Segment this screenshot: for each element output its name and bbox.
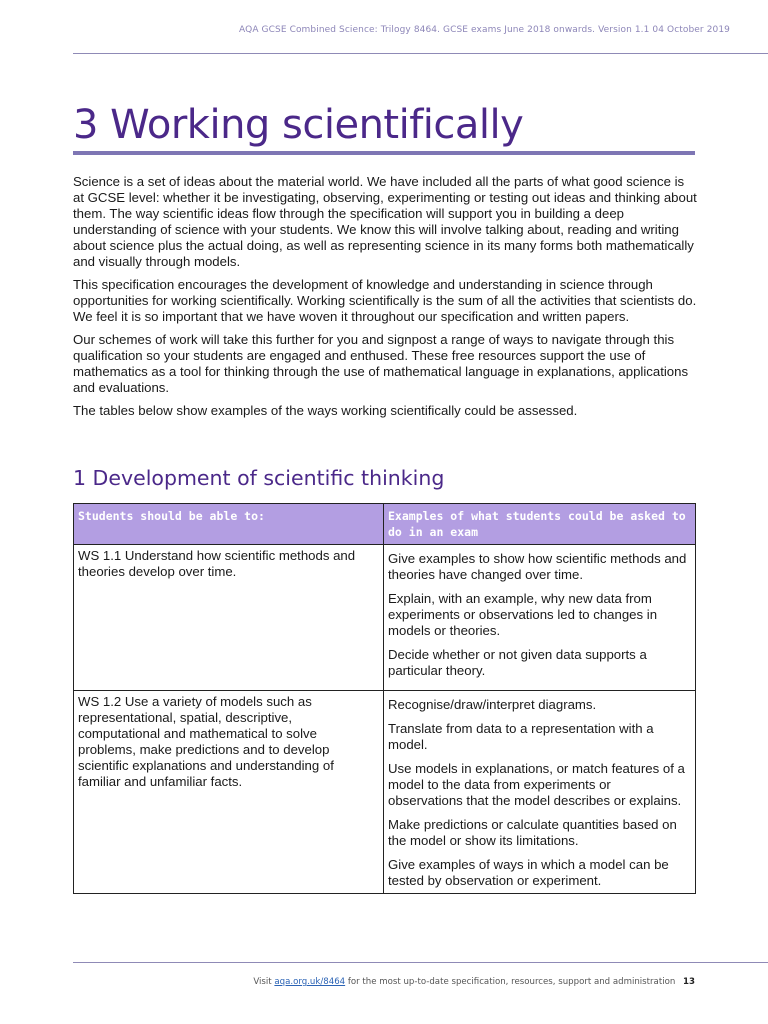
table-row [74,691,696,894]
table-row [74,545,696,691]
example-item: Decide whether or not given data supports a particular theory. [388,647,647,678]
example-item: Explain, with an example, why new data from experiments or observations led to changes in models or theories. [388,591,658,638]
footer-prefix: Visit [253,977,272,987]
example-item: Make predictions or calculate quantities based on the model or show its limitations. [388,817,677,848]
page-title: 3 Working scientifically [73,102,524,148]
section-title: 1 Development of scientific thinking [73,466,445,490]
intro-text [73,174,697,426]
example-item: Use models in explanations, or match features of a model to the data from experiments or observations that the model describes or explains. [388,761,685,808]
example-item: Give examples to show how scientific methods and theories have changed over time. [388,551,687,582]
examples-cell [384,691,696,894]
running-header: AQA GCSE Combined Science: Trilogy 8464. GCSE exams June 2018 onwards. Version 1.1 04 October 2019 [239,25,730,35]
intro-paragraph: Science is a set of ideas about the material world. We have included all the parts of what good science is at GCSE level: whether it be investigating, observing, experimenting or testing out ideas and thinking about them. The way scientific ideas flow through the specification will support you in building a deep understanding of science with your students. We know this will involve talking about, reading and writing about science plus the actual doing, as well as representing science in its many forms both mathematically and visually through models. [73,174,697,269]
examples-cell [384,545,696,691]
footer-divider [73,962,768,963]
intro-paragraph: Our schemes of work will take this further for you and signpost a range of ways to navigate through this qualification so your students are engaged and enthused. These free resources support the use of mathematics as a tool for thinking through the use of mathematical language in explanations, applications and evaluations. [73,332,689,395]
title-underline [73,151,695,155]
footer-link[interactable]: aqa.org.uk/8464 [274,977,346,987]
column-header-examples: Examples of what students could be asked to do in an exam [384,504,696,545]
example-item: Translate from data to a representation with a model. [388,721,654,752]
page-footer [253,977,695,987]
example-item: Give examples of ways in which a model can be tested by observation or experiment. [388,857,669,888]
skill-cell: WS 1.1 Understand how scientific methods and theories develop over time. [74,545,384,691]
skill-cell: WS 1.2 Use a variety of models such as representational, spatial, descriptive, computational and mathematical to solve problems, make predictions and to develop scientific explanations and understanding of familiar and unfamiliar facts. [74,691,384,894]
example-item: Recognise/draw/interpret diagrams. [388,697,597,712]
page-number: 13 [683,977,695,987]
table-header-row [74,504,696,545]
intro-paragraph: The tables below show examples of the ways working scientifically could be assessed. [73,403,578,418]
working-scientifically-table [73,503,696,894]
header-divider [73,53,768,54]
column-header-skills: Students should be able to: [74,504,384,545]
footer-suffix: for the most up-to-date specification, resources, support and administration [347,977,676,987]
intro-paragraph: This specification encourages the development of knowledge and understanding in science through opportunities for working scientifically. Working scientifically is the sum of all the activities that scientists do. We feel it is so important that we have woven it throughout our specification and written papers. [73,277,697,324]
